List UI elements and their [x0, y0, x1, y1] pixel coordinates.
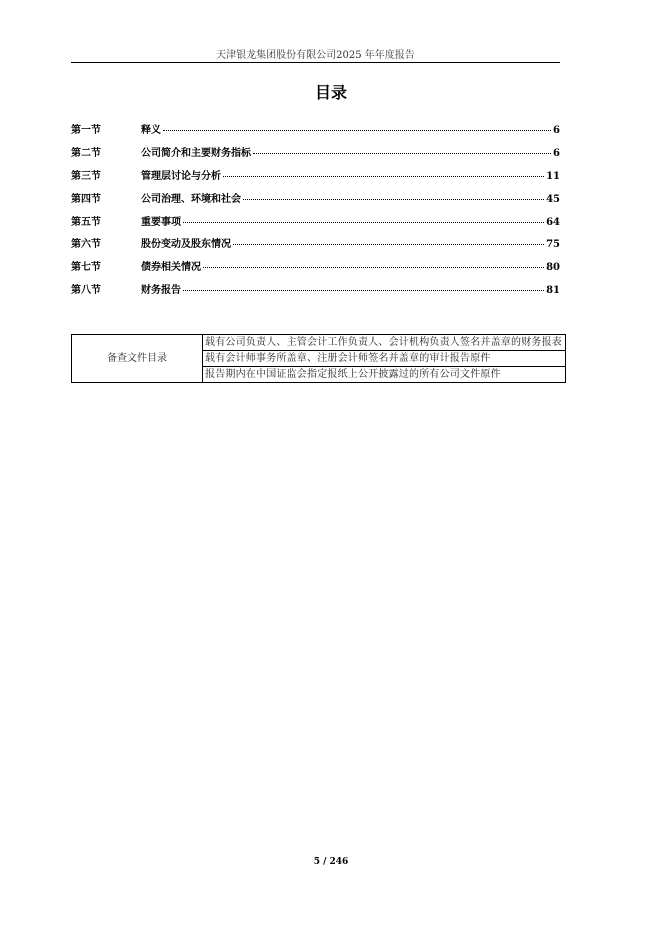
- toc-section-number: 第六节: [71, 239, 101, 251]
- toc-entry[interactable]: [71, 235, 560, 258]
- toc-section-number: 第一节: [71, 125, 101, 136]
- toc-page-number: 81: [546, 285, 560, 297]
- toc-leader-dots: [183, 222, 544, 223]
- toc-entry[interactable]: [71, 167, 560, 190]
- toc-leader-dots: [183, 290, 544, 291]
- toc-page-number: 80: [546, 262, 560, 274]
- toc-entry[interactable]: [71, 121, 560, 144]
- toc-section-title: 债券相关情况: [141, 262, 201, 274]
- toc-section-title: 股份变动及股东情况: [141, 239, 231, 251]
- toc-section-title: 管理层讨论与分析: [141, 170, 221, 182]
- report-header: 天津银龙集团股份有限公司2025 年年度报告: [216, 50, 415, 61]
- toc-section-title: 公司简介和主要财务指标: [141, 147, 251, 159]
- toc-entry[interactable]: [71, 144, 560, 167]
- toc-section-title: 财务报告: [141, 285, 181, 297]
- toc-section-title: 公司治理、环境和社会: [141, 193, 241, 205]
- toc-section-number: 第五节: [71, 216, 101, 228]
- toc-leader-dots: [243, 199, 544, 200]
- toc-entry[interactable]: [71, 281, 560, 304]
- toc-page-number: 11: [546, 170, 560, 182]
- page-number: 5 / 246: [313, 857, 349, 867]
- toc-title: 目录: [314, 83, 347, 102]
- toc-page-number: 64: [546, 216, 560, 228]
- toc-section-title: 释义: [141, 125, 161, 136]
- toc-section-title: 重要事项: [141, 216, 181, 228]
- toc-leader-dots: [223, 176, 544, 177]
- reference-document-item: 报告期内在中国证监会指定报纸上公开披露过的所有公司文件原件: [203, 367, 566, 383]
- toc-leader-dots: [233, 244, 544, 245]
- reference-documents-table: [71, 334, 566, 383]
- reference-documents-heading: 备查文件目录: [72, 335, 203, 383]
- toc-section-number: 第二节: [71, 147, 101, 159]
- toc-page-number: 6: [553, 125, 560, 136]
- toc-entry[interactable]: [71, 258, 560, 281]
- toc-leader-dots: [253, 153, 551, 154]
- toc-section-number: 第三节: [71, 170, 101, 182]
- toc-page-number: 6: [553, 147, 560, 159]
- table-of-contents: [71, 121, 560, 304]
- toc-leader-dots: [163, 130, 551, 131]
- table-row: [72, 335, 566, 351]
- toc-section-number: 第八节: [71, 285, 101, 297]
- toc-section-number: 第七节: [71, 262, 101, 274]
- toc-page-number: 75: [546, 239, 560, 251]
- toc-leader-dots: [203, 267, 544, 268]
- toc-entry[interactable]: [71, 213, 560, 236]
- reference-document-item: 载有公司负责人、主管会计工作负责人、会计机构负责人签名并盖章的财务报表: [203, 335, 566, 351]
- header-divider: [71, 62, 560, 63]
- reference-document-item: 载有会计师事务所盖章、注册会计师签名并盖章的审计报告原件: [203, 351, 566, 367]
- toc-section-number: 第四节: [71, 193, 101, 205]
- toc-page-number: 45: [546, 193, 560, 205]
- toc-entry[interactable]: [71, 190, 560, 213]
